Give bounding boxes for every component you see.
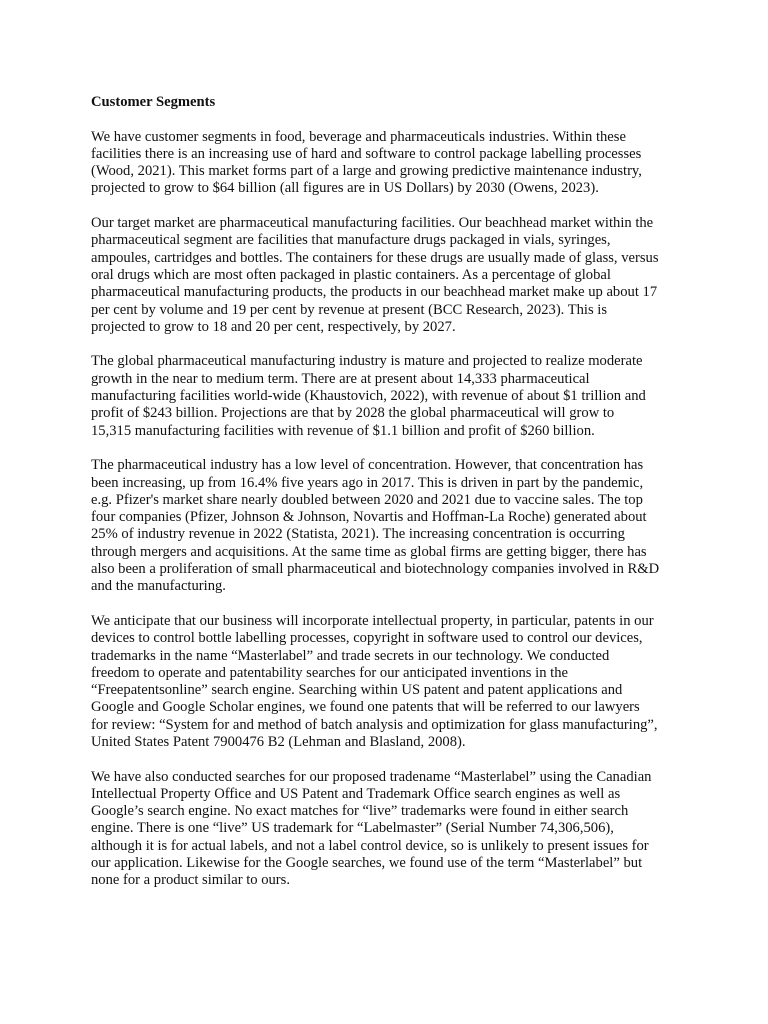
- text-line: engine. There is one “live” US trademark for “Labelmaster” (Serial Number 74,306,506),: [91, 820, 614, 837]
- document-page: [91, 94, 691, 907]
- text-line: although it is for actual labels, and not a label control device, so is unlikely to present issues for: [91, 837, 649, 854]
- text-line: pharmaceutical segment are facilities that manufacture drugs packaged in vials, syringes,: [91, 232, 611, 249]
- text-line: 15,315 manufacturing facilities with revenue of $1.1 billion and profit of $260 billion.: [91, 422, 595, 439]
- text-line: projected to grow to $64 billion (all figures are in US Dollars) by 2030 (Owens, 2023).: [91, 180, 599, 197]
- text-line: manufacturing facilities world-wide (Khaustovich, 2022), with revenue of about $1 trillion and: [91, 388, 646, 405]
- text-line: Intellectual Property Office and US Patent and Trademark Office search engines as well as: [91, 785, 621, 802]
- section-heading: Customer Segments: [91, 94, 216, 110]
- paragraph: [91, 215, 691, 336]
- text-line: e.g. Pfizer's market share nearly doubled between 2020 and 2021 due to vaccine sales. The top: [91, 491, 643, 508]
- text-line: our application. Likewise for the Google searches, we found use of the term “Masterlabel” but: [91, 855, 643, 872]
- paragraph: [91, 769, 691, 890]
- text-line: four companies (Pfizer, Johnson & Johnson, Novartis and Hoffman-La Roche) generated about: [91, 509, 647, 526]
- text-line: We have also conducted searches for our proposed tradename “Masterlabel” using the Canadian: [91, 768, 652, 785]
- text-line: been increasing, up from 16.4% five years ago in 2017. This is driven in part by the pandemic,: [91, 474, 644, 491]
- text-line: for review: “System for and method of batch analysis and optimization for glass manufacturing”,: [91, 716, 658, 733]
- text-line: facilities there is an increasing use of hard and software to control package labelling processes: [91, 145, 642, 162]
- text-line: per cent by volume and 19 per cent by revenue at present (BCC Research, 2023). This is: [91, 301, 608, 318]
- text-line: oral drugs which are most often packaged in plastic containers. As a percentage of global: [91, 266, 611, 283]
- text-line: Our target market are pharmaceutical manufacturing facilities. Our beachhead market within the: [91, 215, 654, 232]
- text-line: United States Patent 7900476 B2 (Lehman and Blasland, 2008).: [91, 733, 466, 750]
- text-line: “Freepatentsonline” search engine. Searching within US patent and patent applications and: [91, 682, 623, 699]
- text-line: 25% of industry revenue in 2022 (Statista, 2021). The increasing concentration is occurring: [91, 526, 625, 543]
- body-text: [91, 129, 691, 890]
- text-line: ampoules, cartridges and bottles. The containers for these drugs are usually made of glass, versus: [91, 249, 659, 266]
- paragraph: [91, 457, 691, 595]
- text-line: Google and Google Scholar engines, we found one patents that will be referred to our lawyers: [91, 699, 640, 716]
- text-line: also been a proliferation of small pharmaceutical and biotechnology companies involved in R&D: [91, 561, 660, 578]
- text-line: We anticipate that our business will incorporate intellectual property, in particular, patents in our: [91, 612, 654, 629]
- text-line: freedom to operate and patentability searches for our anticipated inventions in the: [91, 664, 568, 681]
- text-line: We have customer segments in food, beverage and pharmaceuticals industries. Within these: [91, 128, 626, 145]
- text-line: pharmaceutical manufacturing products, the products in our beachhead market make up about 17: [91, 284, 658, 301]
- text-line: The global pharmaceutical manufacturing industry is mature and projected to realize moderate: [91, 353, 643, 370]
- text-line: (Wood, 2021). This market forms part of a large and growing predictive maintenance industry,: [91, 163, 642, 180]
- text-line: projected to grow to 18 and 20 per cent, respectively, by 2027.: [91, 318, 456, 335]
- paragraph: [91, 129, 691, 198]
- text-line: devices to control bottle labelling processes, copyright in software used to control our devices,: [91, 630, 643, 647]
- text-line: and the manufacturing.: [91, 578, 226, 595]
- paragraph: [91, 353, 691, 439]
- text-line: profit of $243 billion. Projections are that by 2028 the global pharmaceutical will grow to: [91, 405, 615, 422]
- text-line: Google’s search engine. No exact matches for “live” trademarks were found in either search: [91, 803, 629, 820]
- text-line: none for a product similar to ours.: [91, 872, 290, 889]
- text-line: The pharmaceutical industry has a low level of concentration. However, that concentration has: [91, 457, 644, 474]
- text-line: growth in the near to medium term. There are at present about 14,333 pharmaceutical: [91, 370, 590, 387]
- paragraph: [91, 613, 691, 751]
- text-line: trademarks in the name “Masterlabel” and trade secrets in our technology. We conducted: [91, 647, 610, 664]
- text-line: through mergers and acquisitions. At the same time as global firms are getting bigger, there has: [91, 543, 647, 560]
